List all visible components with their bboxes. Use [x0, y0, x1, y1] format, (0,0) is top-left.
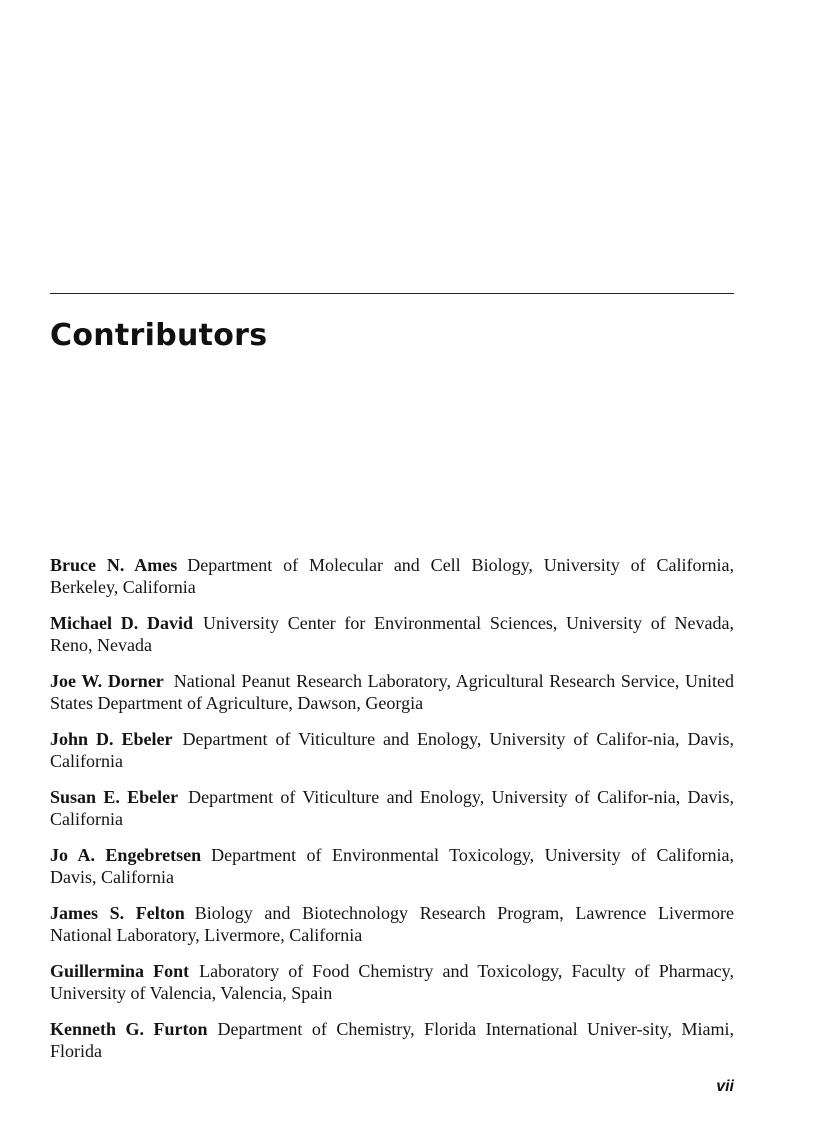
contributor-entry: [50, 903, 734, 946]
contributor-affiliation: Biology and Biotechnology Research Program, Lawrence Livermore National Laboratory, Livermore, California: [50, 903, 734, 945]
contributor-affiliation: National Peanut Research Laboratory, Agricultural Research Service, United States Department of Agriculture, Dawson, Georgia: [50, 671, 734, 713]
contributor-entry: [50, 787, 734, 830]
contributor-affiliation: Department of Molecular and Cell Biology, University of California, Berkeley, California: [50, 555, 734, 597]
page-title: Contributors: [50, 318, 268, 353]
contributor-entry: [50, 555, 734, 598]
contributor-affiliation: Laboratory of Food Chemistry and Toxicology, Faculty of Pharmacy, University of Valencia, Valencia, Spain: [50, 961, 735, 1003]
contributor-entry: [50, 613, 734, 656]
contributor-affiliation: Department of Viticulture and Enology, University of Califor-nia, Davis, California: [50, 729, 734, 771]
contributor-entry: [50, 845, 734, 888]
page-number: vii: [716, 1078, 734, 1095]
contributor-affiliation: Department of Viticulture and Enology, University of Califor-nia, Davis, California: [50, 787, 734, 829]
contributor-entry: [50, 729, 734, 772]
contributor-name: James S. Felton: [50, 903, 185, 923]
heading-rule: [50, 293, 734, 294]
contributor-name: Michael D. David: [50, 613, 193, 633]
contributor-name: Joe W. Dorner: [50, 671, 164, 691]
contributor-name: John D. Ebeler: [50, 729, 173, 749]
contributor-name: Bruce N. Ames: [50, 555, 178, 575]
contributor-affiliation: Department of Chemistry, Florida International Univer-sity, Miami, Florida: [50, 1019, 734, 1061]
contributor-entry: [50, 671, 734, 714]
contributor-name: Susan E. Ebeler: [50, 787, 179, 807]
contributor-affiliation: Department of Environmental Toxicology, University of California, Davis, California: [50, 845, 734, 887]
contributor-name: Guillermina Font: [50, 961, 190, 981]
contributor-entry: [50, 961, 734, 1004]
contributor-affiliation: University Center for Environmental Sciences, University of Nevada, Reno, Nevada: [50, 613, 734, 655]
contributor-list: [50, 555, 734, 1077]
contributor-name: Kenneth G. Furton: [50, 1019, 208, 1039]
contributor-name: Jo A. Engebretsen: [50, 845, 202, 865]
contributor-entry: [50, 1019, 734, 1062]
